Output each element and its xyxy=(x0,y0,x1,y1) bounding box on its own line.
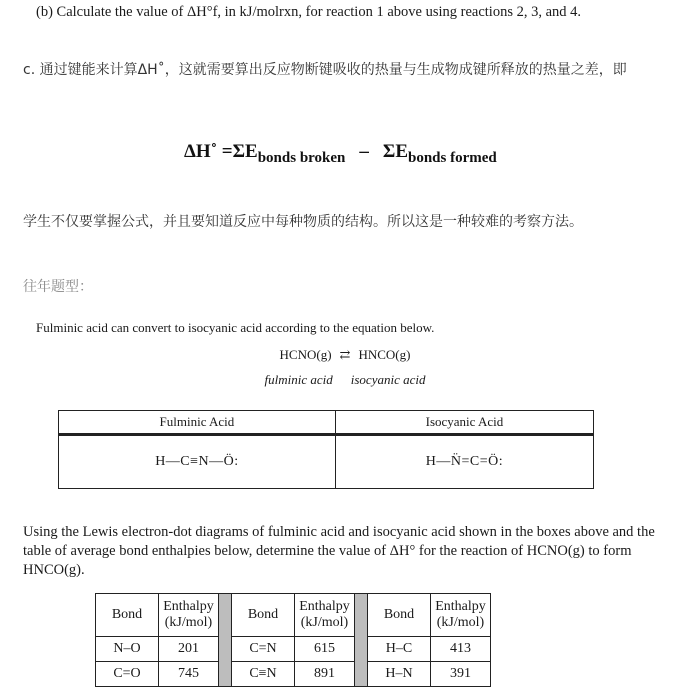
bond-cell: C≡N xyxy=(232,662,295,687)
past-questions-label: 往年题型： xyxy=(23,279,93,295)
equilibrium-arrow-icon: ⇄ xyxy=(339,347,351,362)
enthalpy-header: Enthalpy (kJ/mol) xyxy=(295,594,355,637)
question-intro: Fulminic acid can convert to isocyanic acid according to the equation below. xyxy=(36,320,435,335)
bond-enthalpy-formula xyxy=(184,141,497,167)
formula-rhs: ΣE xyxy=(382,141,408,162)
reaction-names xyxy=(0,372,690,388)
part-b-question: (b) Calculate the value of ΔH°f, in kJ/molrxn, for reaction 1 above using reactions 2, 3, and 4. xyxy=(36,4,582,20)
reactant-name: fulminic acid xyxy=(264,372,333,387)
table-separator xyxy=(219,594,232,687)
enthalpy-header: Enthalpy (kJ/mol) xyxy=(159,594,219,637)
part-c-paragraph: c. 通过键能来计算ΔH˚，这就需要算出反应物断键吸收的热量与生成物成键所释放的热量之差，即 xyxy=(23,62,627,78)
bond-cell: H–C xyxy=(368,637,431,662)
bond-header: Bond xyxy=(368,594,431,637)
bond-header: Bond xyxy=(96,594,159,637)
formula-sub-formed: bonds formed xyxy=(408,150,497,166)
formula-lhs: ΔH˚ =ΣE xyxy=(184,141,258,162)
enthalpy-cell: 891 xyxy=(295,662,355,687)
student-note: 学生不仅要掌握公式，并且要知道反应中每种物质的结构。所以这是一种较难的考察方法。 xyxy=(23,214,583,230)
enthalpy-header: Enthalpy (kJ/mol) xyxy=(431,594,491,637)
table-row xyxy=(96,662,491,687)
lewis-structures-table xyxy=(58,410,594,489)
product-name: isocyanic acid xyxy=(350,372,426,387)
table-separator xyxy=(355,594,368,687)
enthalpy-cell: 745 xyxy=(159,662,219,687)
bond-header: Bond xyxy=(232,594,295,637)
isocyanic-header: Isocyanic Acid xyxy=(335,411,593,435)
formula-sub-broken: bonds broken xyxy=(257,150,346,166)
question-text: Using the Lewis electron-dot diagrams of fulminic acid and isocyanic acid shown in the boxes above and the table of average bond enthalpies below, determine the value of ΔH° for the reaction of HCNO(g) to form HNCO(g). xyxy=(23,524,655,578)
fulminic-lewis: H—C≡N—Ö: xyxy=(59,435,336,489)
product-formula: HNCO(g) xyxy=(358,347,411,362)
reaction-equation xyxy=(0,347,690,363)
bond-cell: C=N xyxy=(232,637,295,662)
bond-cell: C=O xyxy=(96,662,159,687)
enthalpy-cell: 413 xyxy=(431,637,491,662)
isocyanic-lewis: H—N̈=C=Ö: xyxy=(335,435,593,489)
bond-cell: H–N xyxy=(368,662,431,687)
formula-minus: – xyxy=(359,141,369,162)
table-row xyxy=(96,637,491,662)
bond-enthalpy-table xyxy=(95,593,491,687)
bond-cell: N–O xyxy=(96,637,159,662)
enthalpy-cell: 391 xyxy=(431,662,491,687)
enthalpy-cell: 201 xyxy=(159,637,219,662)
fulminic-header: Fulminic Acid xyxy=(59,411,336,435)
enthalpy-cell: 615 xyxy=(295,637,355,662)
reactant-formula: HCNO(g) xyxy=(279,347,332,362)
